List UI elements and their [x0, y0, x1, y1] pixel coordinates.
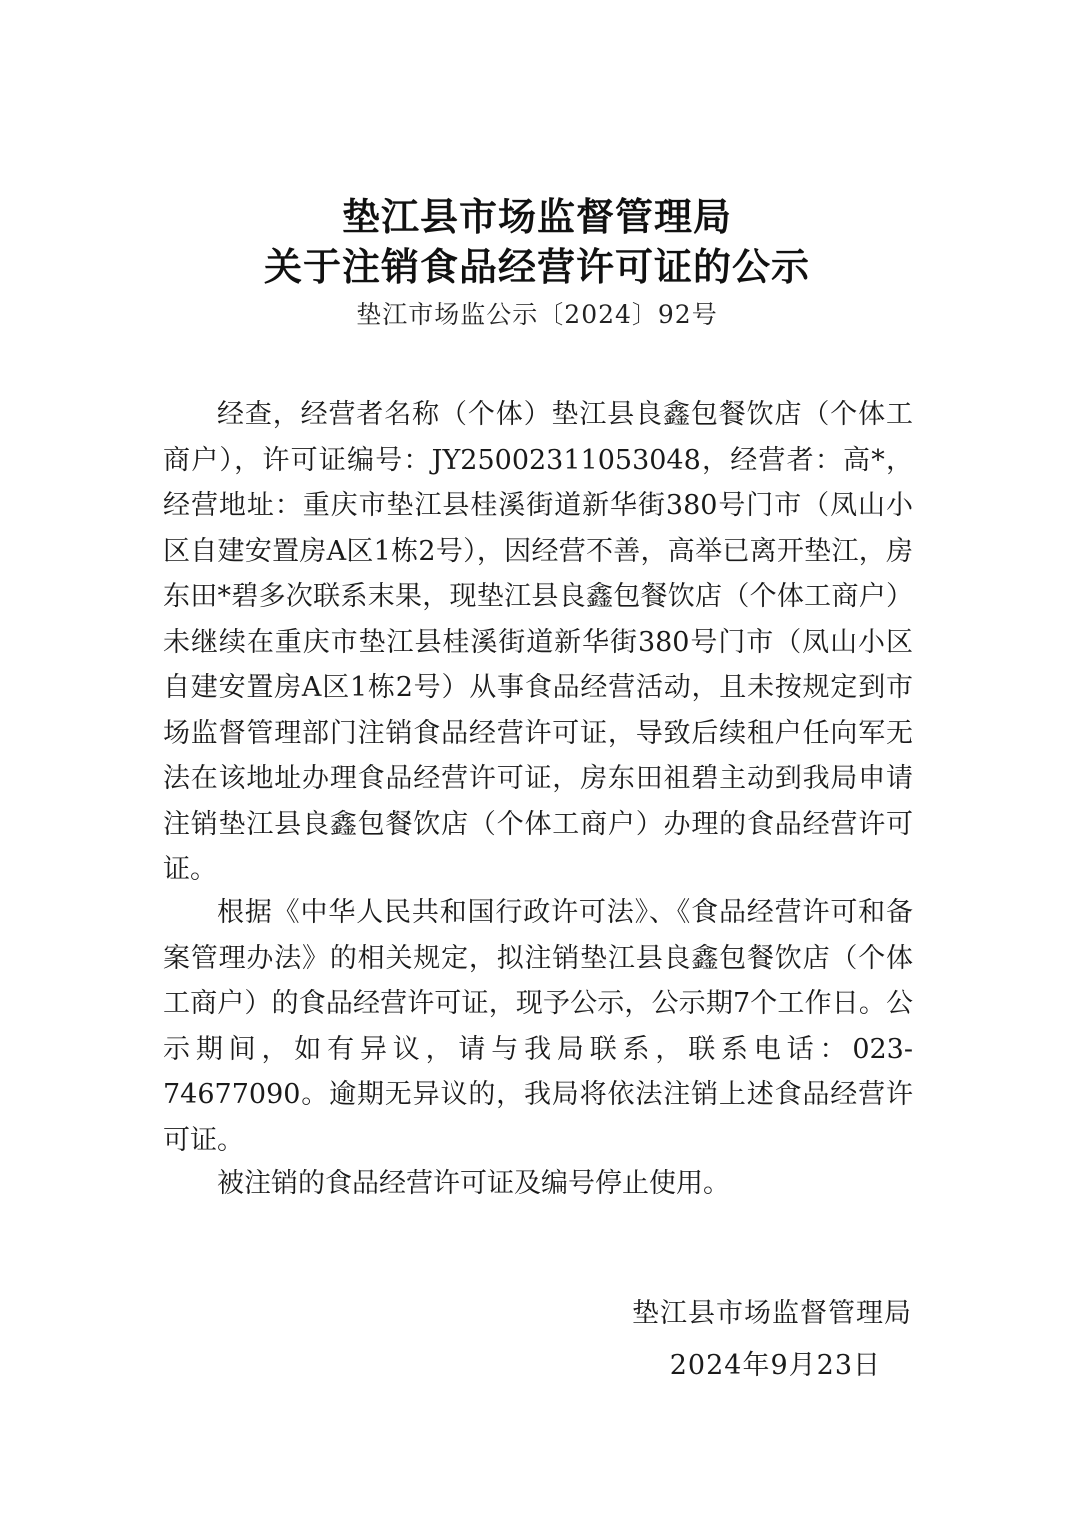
document-title-line-1: 垫江县市场监督管理局: [341, 195, 732, 239]
document-title-line-2: 关于注销食品经营许可证的公示: [263, 245, 810, 289]
signature-organization: 垫江县市场监督管理局: [632, 1298, 912, 1329]
body-paragraph-notice: 被注销的食品经营许可证及编号停止使用。: [217, 1168, 730, 1199]
signature-date: 2024年9月23日: [669, 1350, 881, 1381]
document-number: 垫江市场监公示〔2024〕92号: [356, 300, 718, 329]
body-paragraph-legal-basis: 根据《中华人民共和国行政许可法》、《食品经营许可和备案管理办法》的相关规定，拟注销垫江县良鑫包餐饮店（个体工商户）的食品经营许可证，现予公示，公示期7个工作日。公示期间，如有异议，请与我局联系，联系电话：023-74677090。逾期无异议的，我局将依法注销上述食品经营许可证。: [163, 897, 913, 1156]
body-paragraph-investigation: 经查，经营者名称（个体）垫江县良鑫包餐饮店（个体工商户），许可证编号：JY25002311053048，经营者：高*，经营地址：重庆市垫江县桂溪街道新华街380号门市（凤山小区自建安置房A区1栋2号），因经营不善，高举已离开垫江，房东田*碧多次联系末果，现垫江县良鑫包餐饮店（个体工商户）未继续在重庆市垫江县桂溪街道新华街380号门市（凤山小区自建安置房A区1栋2号）从事食品经营活动，且未按规定到市场监督管理部门注销食品经营许可证，导致后续租户任向军无法在该地址办理食品经营许可证，房东田祖碧主动到我局申请注销垫江县良鑫包餐饮店（个体工商户）办理的食品经营许可证。: [163, 399, 913, 885]
